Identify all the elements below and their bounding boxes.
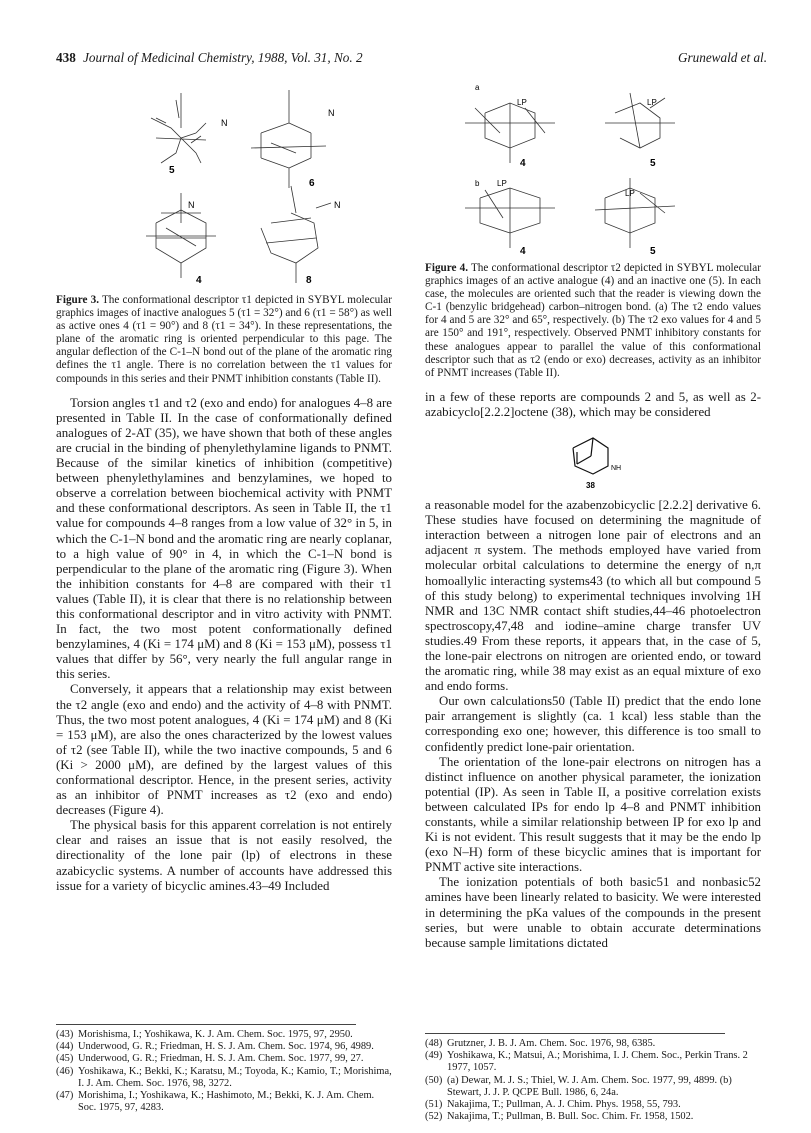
reference-item: (49) Yoshikawa, K.; Matsui, A.; Morishima, I. J. Chem. Soc., Perkin Trans. 2 1977, 1057. bbox=[425, 1050, 748, 1074]
right-column bbox=[425, 78, 761, 951]
reference-item: (44) Underwood, G. R.; Friedman, H. S. J. Am. Chem. Soc. 1974, 96, 4989. bbox=[56, 1041, 374, 1053]
reference-item: (47) Morishima, I.; Yoshikawa, K.; Hashimoto, M.; Bekki, K. J. Am. Chem. Soc. 1975, 97, 4283. bbox=[56, 1090, 375, 1114]
references-right bbox=[425, 1033, 761, 1123]
fig4-label-4a: 4 bbox=[520, 158, 526, 169]
reference-item: (43) Morishisma, I.; Yoshikawa, K. J. Am. Chem. Soc. 1975, 97, 2950. bbox=[56, 1029, 353, 1040]
references-left bbox=[56, 1024, 392, 1114]
molecule-8-image bbox=[261, 186, 331, 283]
body-paragraph: in a few of these reports are compounds 2 and 5, as well as 2-azabicyclo[2.2.2]octene (38), which may be considered bbox=[425, 389, 761, 419]
body-paragraph: Our own calculations50 (Table II) predict that the endo lone pair arrangement is slightly (ca. 1 kcal) less stable than the corresponding exo one; however, this difference is too small to confidently predict lone-pair orientation. bbox=[425, 694, 761, 754]
fig4-label-5a: 5 bbox=[650, 158, 656, 169]
molecule-5-image bbox=[151, 93, 206, 163]
body-paragraph: The physical basis for this apparent correlation is not entirely clear and raises an issue that is not easily resolved, the directionality of the lone pair (lp) of electrons in these azabicyclic systems. A number of accounts have addressed this issue for a variety of bicyclic amines.43–49 Included bbox=[56, 818, 392, 893]
author-running-head: Grunewald et al. bbox=[677, 50, 767, 65]
reference-item: (46) Yoshikawa, K.; Bekki, K.; Karatsu, M.; Toyoda, K.; Kamio, T.; Morishima, I. J. Am. Chem. Soc. 1976, 98, 3272. bbox=[56, 1065, 392, 1089]
footnote-rule bbox=[56, 1024, 356, 1025]
journal-citation: Journal of Medicinal Chemistry, 1988, Vol. 31, No. 2 bbox=[83, 50, 363, 65]
figure-4 bbox=[425, 78, 761, 380]
molecule-5a-image bbox=[605, 93, 675, 148]
reference-item: (45) Underwood, G. R.; Friedman, H. S. J. Am. Chem. Soc. 1977, 99, 27. bbox=[56, 1053, 364, 1065]
compound-38-structure bbox=[553, 428, 633, 492]
figure-3-caption-lead: Figure 3. bbox=[56, 294, 100, 306]
svg-text:N: N bbox=[188, 200, 195, 210]
reference-item: (48) Grutzner, J. B. J. Am. Chem. Soc. 1976, 98, 6385. bbox=[425, 1038, 656, 1049]
figure-3-graphics bbox=[56, 78, 392, 290]
figure-3 bbox=[56, 78, 392, 386]
fig4-label-4b: 4 bbox=[520, 246, 526, 257]
footnote-rule bbox=[425, 1033, 725, 1034]
fig4-lp-label: LP bbox=[647, 98, 657, 107]
figure-4-caption bbox=[425, 262, 761, 380]
figure-4-caption-text: The conformational descriptor τ2 depicted in SYBYL molecular graphics images of an active analogue (4) and an inactive one (5). In each case, the molecules are oriented such that the reader is viewing down the C-1 (benzylic bridgehead) carbon–nitrogen bond. (a) The τ2 endo values for 4 and 5 are 32° and 65°, respectively. (b) The τ2 exo values for 4 and 5 are 150° and 191°, respectively. Observed PNMT inhibitory constants for these analogues appear to parallel the value of this conformational descriptor such that as τ2 (endo or exo) decreases, activity as an inhibitor of PNMT increases (Table II). bbox=[425, 262, 761, 379]
fig4-label-5b: 5 bbox=[650, 246, 656, 257]
left-column bbox=[56, 78, 392, 894]
fig4-lp-label: LP bbox=[625, 189, 635, 198]
fig3-label-5: 5 bbox=[169, 165, 175, 176]
molecule-4a-image bbox=[465, 103, 555, 163]
body-paragraph: Torsion angles τ1 and τ2 (exo and endo) for analogues 4–8 are presented in Table II. In the case of conformationally defined analogues of 2-AT (35), we have shown that both of these angles are crucial in the binding of phenylethylamine ligands to PNMT. Because of the similar kinetics of inhibition (competitive) between phenylethylamines and benzylamines, we hoped to observe a correlation between biochemical activity with PNMT and these conformational descriptors. As seen in Table II, the τ1 value for compounds 4–8 ranges from a low value of 32° in 5, in which the C-1–N bond and the aromatic ring are nearly coplanar, to a high value of 90° in 4, in which the C-1–N bond is perpendicular to the plane of the aromatic ring (Figure 3). When the inhibition constants for 4–8 are compared with their τ1 values (Table II), it is clear that there is no relationship between this conformational descriptor and in vitro activity with PNMT. In fact, the two most potent conformationally defined benzylamines, 4 (Ki = 174 μM) and 8 (Ki = 153 μM), possess τ1 values that differ by 56°, very nearly the full angular range in this series. bbox=[56, 395, 392, 682]
reference-item: (52) Nakajima, T.; Pullman, B. Bull. Soc. Chim. Fr. 1958, 1502. bbox=[425, 1111, 694, 1123]
figure-4-graphics bbox=[425, 78, 761, 258]
fig4-panel-a: a bbox=[475, 83, 480, 92]
page-number: 438 bbox=[56, 50, 76, 65]
running-header bbox=[56, 50, 767, 68]
body-paragraph: The orientation of the lone-pair electrons on nitrogen has a distinct influence on another physical parameter, the ionization potential (IP). As seen in Table II, a positive correlation exists between calculated IPs for endo lp 4–8 and PNMT inhibition constants, while a similar relationship between IP for exo lp and Ki is not evident. This result suggests that it may be the endo lp (exo N–H) form of these bicyclic amines that is important for PNMT active site interactions. bbox=[425, 754, 761, 875]
fig3-label-6: 6 bbox=[309, 178, 315, 189]
fig4-lp-label: LP bbox=[497, 179, 507, 188]
figure-3-caption-text: The conformational descriptor τ1 depicted in SYBYL molecular graphics images of inactive analogues 5 (τ1 = 32°) and 6 (τ1 = 58°) as well as active ones 4 (τ1 = 90°) and 8 (τ1 = 34°). In these representations, the plane of the aromatic ring is oriented perpendicular to this page. The angular deflection of the C-1–N bond out of the plane of the aromatic ring defines the τ1 angle. There is no correlation between the τ1 values for compounds in this series and their PNMT inhibition constants (Table II). bbox=[56, 294, 392, 385]
fig4-lp-label: LP bbox=[517, 98, 527, 107]
svg-text:N: N bbox=[334, 200, 341, 210]
body-paragraph: Conversely, it appears that a relationship may exist between the τ2 angle (exo and endo) and the activity of 4–8 with PNMT. Thus, the two most potent analogues, 4 (Ki = 174 μM) and 8 (Ki = 153 μM), are also the ones characterized by the lowest values of τ2 (see Table II), while the two inactive compounds, 5 and 6 (Ki > 2000 μM), are defined by the largest values of this conformational descriptor. Hence, in the present series, activity as an inhibitor of PNMT increases as τ2 (exo and endo) decreases (Figure 4). bbox=[56, 682, 392, 818]
molecule-5b-image bbox=[595, 178, 675, 248]
fig4-panel-b: b bbox=[475, 179, 480, 188]
svg-text:N: N bbox=[221, 118, 228, 128]
figure-4-caption-lead: Figure 4. bbox=[425, 262, 469, 274]
molecule-4b-image bbox=[465, 188, 555, 248]
fig3-label-8: 8 bbox=[306, 275, 312, 286]
reference-item: (50) (a) Dewar, M. J. S.; Thiel, W. J. Am. Chem. Soc. 1977, 99, 4899. (b) Stewart, J. J. P. QCPE Bull. 1986, 6, 24a. bbox=[425, 1074, 732, 1098]
figure-3-caption bbox=[56, 294, 392, 386]
svg-text:N: N bbox=[328, 108, 335, 118]
compound-38-number: 38 bbox=[586, 481, 595, 491]
molecule-4-image bbox=[146, 193, 216, 278]
reference-item: (51) Nakajima, T.; Pullman, A. J. Chim. Phys. 1958, 55, 793. bbox=[425, 1099, 681, 1111]
body-paragraph: a reasonable model for the azabenzobicyclic [2.2.2] derivative 6. These studies have focused on determining the magnitude of interaction between a nitrogen lone pair of electrons and an adjacent π system. The methods employed have varied from molecular orbital calculations to determine the energy of n,π homoallylic interacting systems43 (to which all but compound 5 of this study belong) to experimental techniques involving 1H NMR and 13C NMR contact shift studies,44–46 photoelectron spectroscopy,47,48 and iodine–amine charge transfer UV studies.49 From these reports, it appears that, in the case of 5, the lone-pair electrons on nitrogen are oriented endo, or toward the aromatic ring, while 38 may exist as an equal mixture of exo and endo forms. bbox=[425, 498, 761, 694]
compound-38-nh: NH bbox=[611, 465, 622, 473]
molecule-6-image bbox=[251, 90, 326, 188]
fig3-label-4: 4 bbox=[196, 275, 202, 286]
body-paragraph: The ionization potentials of both basic51 and nonbasic52 amines have been linearly related to basicity. We were interested in determining the pKa values of the compounds in the present series, but were unable to obtain accurate determinations because sample limitations dictated bbox=[425, 875, 761, 950]
